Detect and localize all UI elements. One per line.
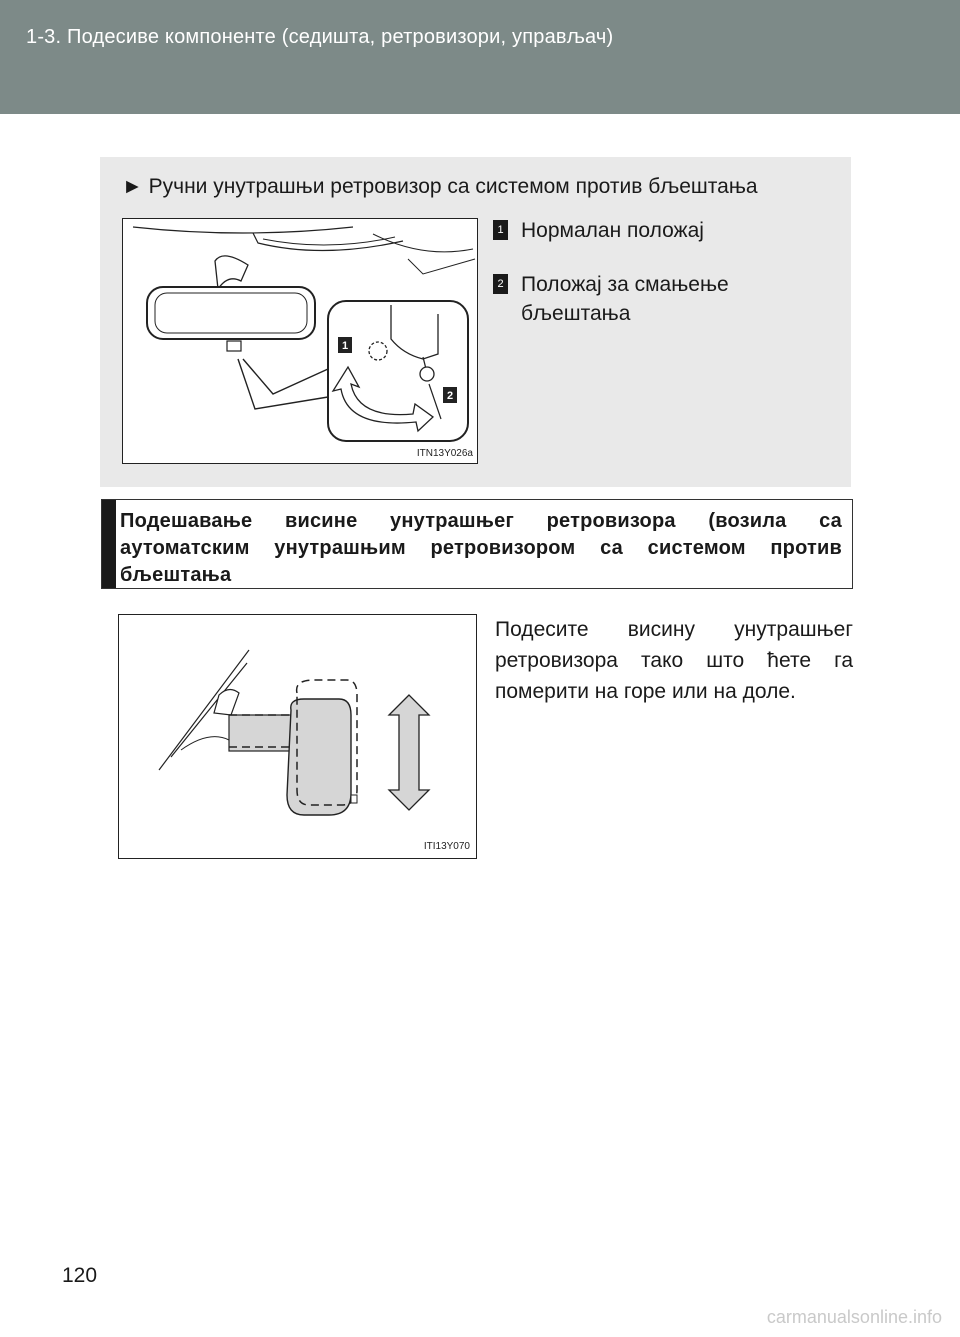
box-heading: ► Ручни унутрашњи ретровизор са системом против бљештања bbox=[122, 175, 758, 198]
legend-number-1: 1 bbox=[493, 220, 508, 240]
legend-text-1: Нормалан положај bbox=[521, 219, 704, 242]
legend-text-2a: Положај за смањење bbox=[521, 273, 729, 296]
section-bar bbox=[102, 500, 116, 588]
watermark: carmanualsonline.info bbox=[766, 1307, 942, 1327]
svg-text:1: 1 bbox=[341, 340, 349, 352]
mirror-illustration bbox=[123, 219, 477, 463]
legend-number-2: 2 bbox=[493, 274, 508, 294]
body-paragraph: Подесите висину унутрашњег ретровизора тако што ћете га померити на горе или на доле. bbox=[495, 618, 853, 703]
section-heading-box bbox=[101, 499, 853, 589]
page-number: 120 bbox=[62, 1264, 98, 1287]
figure-code: ITN13Y026a bbox=[416, 448, 473, 459]
section-heading: Подешавање висине унутрашњег ретровизора (возила са аутоматским унутрашњим ретровизором са системом против бљештања bbox=[120, 510, 842, 586]
height-figure bbox=[118, 614, 477, 859]
height-illustration bbox=[119, 615, 476, 858]
chapter-title: 1-3. Подесиве компоненте (седишта, ретровизори, управљач) bbox=[26, 26, 614, 48]
mirror-figure bbox=[122, 218, 478, 464]
figure2-code: ITI13Y070 bbox=[423, 841, 470, 852]
legend-text-2b: бљештања bbox=[521, 302, 631, 325]
svg-text:2: 2 bbox=[446, 390, 454, 402]
page-header bbox=[0, 0, 960, 114]
